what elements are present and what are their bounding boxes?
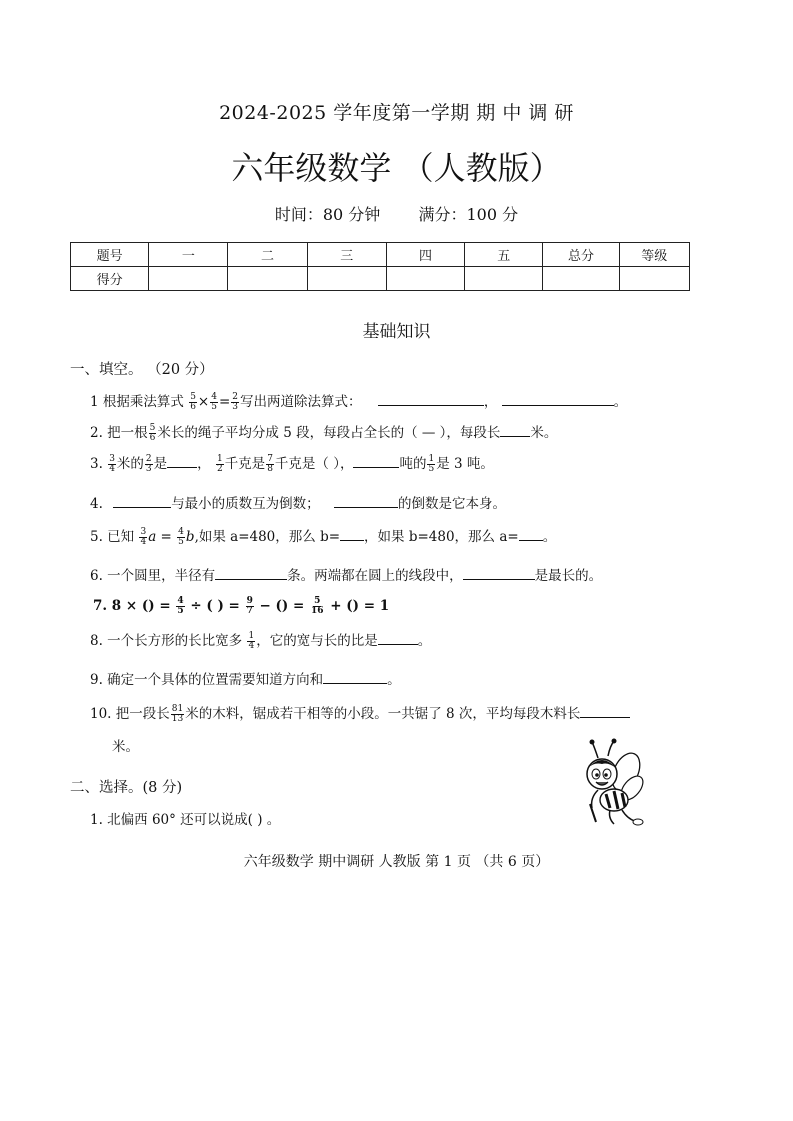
question-10-continued: 米。 [112,739,139,755]
score-cell[interactable] [465,267,543,291]
question-3: 3. $\frac{3}{4}$ 米的 $\frac{2}{3}$ 是 ， $\frac{1}{2}$ 千克是 $\frac{7}{8}$ 千克是（ ）， 吨的 $\frac{1}{5}$ 是 3 吨。 [90,454,494,474]
table-row-label: 得分 [71,267,149,291]
cartoon-bee-illustration [568,738,648,828]
answer-blank[interactable] [378,632,418,645]
table-header-cell: 等级 [619,243,689,267]
part2-heading: 二、选择。(8 分) [70,780,183,796]
score-cell[interactable] [543,267,619,291]
question-6: 6. 一个圆里，半径有 条。两端都在圆上的线段中， 是最长的。 [90,568,603,584]
table-header-cell: 二 [228,243,307,267]
score-cell[interactable] [619,267,689,291]
table-row [71,243,690,267]
question-5: 5. 已知 $\frac{3}{4}$ a = $\frac{4}{5}$ b,如果 a=480，那么 b= ，如果 b=480，那么 a= 。 [90,527,557,547]
part1-heading: 一、填空。 （20 分） [70,362,214,378]
answer-blank[interactable] [167,455,197,468]
section-title: 基础知识 [362,322,431,342]
answer-blank[interactable] [215,567,287,580]
question-4: 4. 与最小的质数互为倒数； 的倒数是它本身。 [90,496,506,512]
table-header-cell: 一 [149,243,228,267]
question-9: 9. 确定一个具体的位置需要知道方向和 。 [90,672,401,688]
question-1: 1 根据乘法算式 $\frac{5}{6}$ × $\frac{4}{5}$ = $\frac{2}{3}$ 写出两道除法算式： ， 。 [90,392,628,412]
table-header-cell: 五 [465,243,543,267]
page-footer: 六年级数学 期中调研 人教版 第 1 页 （共 6 页） [243,854,550,870]
answer-blank[interactable] [500,424,530,437]
table-header-cell: 总分 [543,243,619,267]
answer-blank[interactable] [519,528,543,541]
score-cell[interactable] [228,267,307,291]
question-10: 10. 把一段长 $\frac{81}{13}$ 米的木料，锯成若干相等的小段。一共锯了 8 次，平均每段木料长 [90,704,630,724]
table-header-cell: 三 [307,243,386,267]
question-2: 2. 把一根 $\frac{5}{6}$ 米长的绳子平均分成 5 段，每段占全长的（ — ），每段长 米。 [90,423,558,443]
score-cell[interactable] [386,267,464,291]
exam-time: 时间：80 分钟 [274,205,381,224]
answer-blank[interactable] [463,567,535,580]
table-row [71,267,690,291]
choice-question-1: 1. 北偏西 60° 还可以说成( ) 。 [90,812,281,828]
exam-full-score: 满分：100 分 [418,205,519,224]
answer-blank[interactable] [323,671,387,684]
question-8: 8. 一个长方形的长比宽多 $\frac{1}{4}$ ，它的宽与长的比是 。 [90,631,432,651]
score-cell[interactable] [149,267,228,291]
exam-title: 六年级数学 （人教版） [231,149,562,187]
answer-blank[interactable] [353,455,399,468]
answer-blank[interactable] [113,495,171,508]
answer-blank[interactable] [340,528,364,541]
table-header-cell: 题号 [71,243,149,267]
exam-subtitle: 2024-2025 学年度第一学期 期 中 调 研 [219,102,574,124]
answer-blank[interactable] [334,495,398,508]
score-cell[interactable] [307,267,386,291]
table-header-cell: 四 [386,243,464,267]
score-table [70,242,690,291]
exam-meta [0,202,793,225]
answer-blank[interactable] [580,705,630,718]
answer-blank[interactable] [502,393,614,406]
question-7: 7. 8 × () = $\frac{4}{5}$ ÷ ( ) = $\frac{9}{7}$ − () = $\frac{5}{16}$ + () = 1 [93,596,390,616]
answer-blank[interactable] [378,393,484,406]
